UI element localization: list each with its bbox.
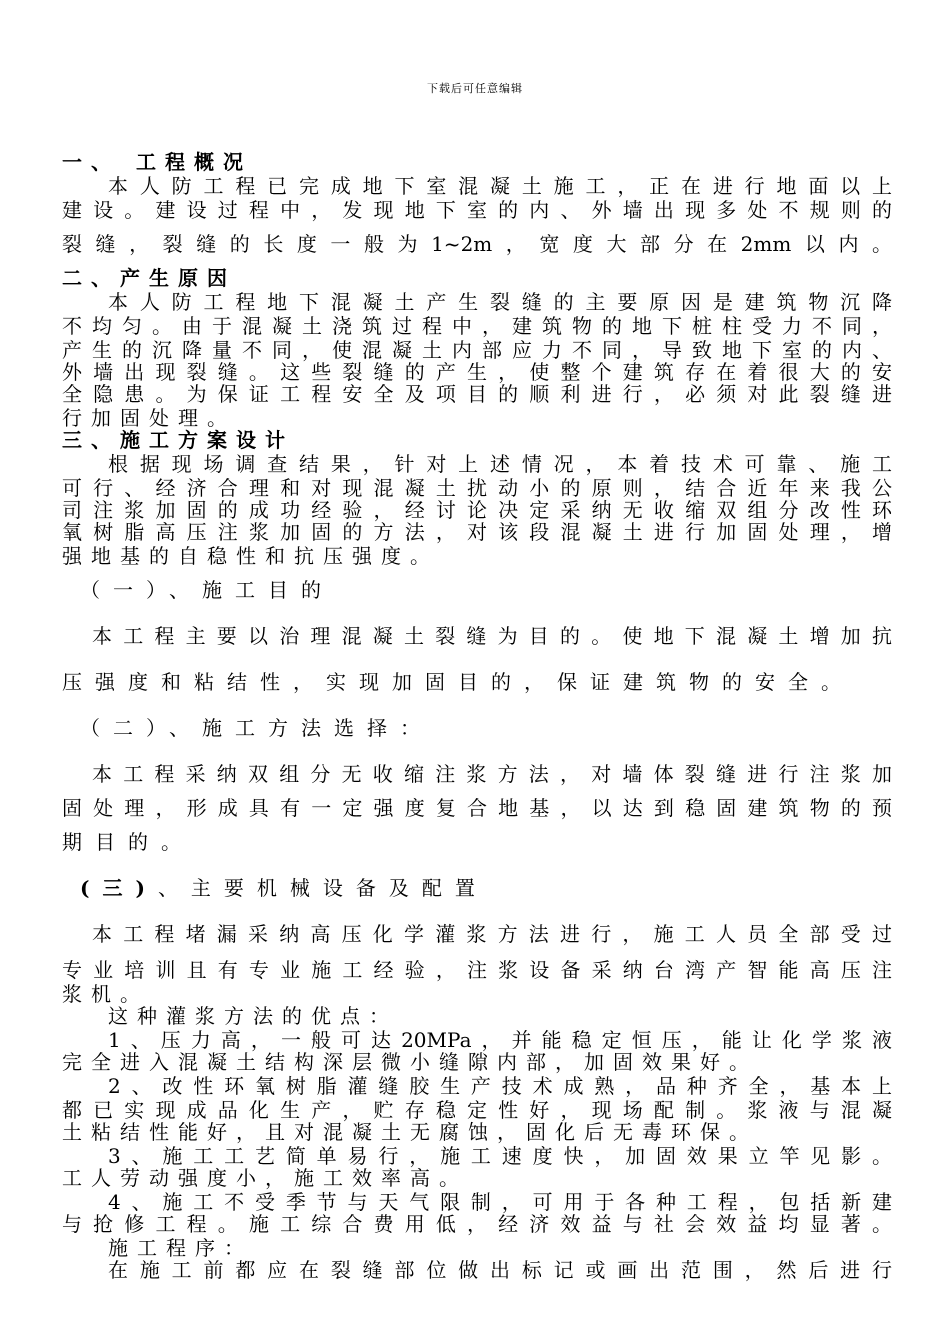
page-header: 下载后可任意编辑: [427, 82, 523, 95]
sub1-heading: （一）、施工目的: [80, 578, 334, 602]
sub3-line: 专业培训且有专业施工经验，注浆设备采纳台湾产智能高压注: [62, 958, 892, 982]
advantage-line: 工人劳动强度小，施工效率高。: [62, 1166, 468, 1190]
section2-heading: 二、产生原因: [62, 266, 236, 290]
procedure-line: 在施工前都应在裂缝部位做出标记或画出范围，然后进行: [108, 1258, 892, 1282]
advantage-line: 4、施工不受季节与天气限制，可用于各种工程，包括新建: [108, 1190, 892, 1214]
sub2-heading: （二）、施工方法选择：: [80, 716, 433, 740]
section3-line: 可行、经济合理和对现混凝土扰动小的原则，结合近年来我公: [62, 476, 892, 500]
sub2-line: 固处理，形成具有一定强度复合地基，以达到稳固建筑物的预: [62, 796, 892, 820]
section3-line: 根据现场调查结果，针对上述情况，本着技术可靠、施工: [108, 452, 892, 476]
section1-heading: 一、 工程概况: [62, 150, 252, 174]
advantage-line: 都已实现成品化生产，贮存稳定性好，现场配制。浆液与混凝: [62, 1098, 892, 1122]
sub2-line: 期目的。: [62, 830, 194, 854]
section3-heading: 三、施工方案设计: [62, 428, 294, 452]
sub2-line: 本工程采纳双组分无收缩注浆方法，对墙体裂缝进行注浆加: [92, 762, 892, 786]
section2-line: 产生的沉降量不同，使混凝土内部应力不同，导致地下室的内、: [62, 338, 892, 362]
section1-line: 裂缝，裂缝的长度一般为1~2m，宽度大部分在2mm以内。: [62, 232, 892, 256]
section2-line: 行加固处理。: [62, 406, 236, 430]
section2-line: 全隐患。为保证工程安全及项目的顺利进行，必须对此裂缝进: [62, 382, 892, 406]
section2-line: 本人防工程地下混凝土产生裂缝的主要原因是建筑物沉降: [108, 290, 892, 314]
procedure-heading: 施工程序：: [108, 1236, 253, 1260]
section1-line: 本人防工程已完成地下室混凝土施工，正在进行地面以上: [108, 174, 892, 198]
advantages-intro: 这种灌浆方法的优点：: [108, 1004, 398, 1028]
advantage-line: 完全进入混凝土结构深层微小缝隙内部，加固效果好。: [62, 1050, 758, 1074]
section3-line: 强地基的自稳性和抗压强度。: [62, 544, 439, 568]
advantage-line: 土粘结性能好，且对混凝土无腐蚀，固化后无毒环保。: [62, 1120, 758, 1144]
section3-line: 司注浆加固的成功经验，经讨论决定采纳无收缩双组分改性环: [62, 498, 892, 522]
section2-line: 外墙出现裂缝。这些裂缝的产生，使整个建筑存在着很大的安: [62, 360, 892, 384]
sub1-line: 本工程主要以治理混凝土裂缝为目的。使地下混凝土增加抗: [92, 624, 892, 648]
sub3-heading: [80, 876, 910, 900]
sub3-heading-number: (三): [80, 876, 158, 900]
section3-line: 氧树脂高压注浆加固的方法，对该段混凝土进行加固处理，增: [62, 520, 892, 544]
advantage-line: 3、施工工艺简单易行，施工速度快，加固效果立竿见影。: [108, 1144, 892, 1168]
sub3-heading-text: 、主要机械设备及配置: [157, 876, 488, 900]
sub3-line: 本工程堵漏采纳高压化学灌浆方法进行，施工人员全部受过: [92, 922, 892, 946]
section1-line: 建设。建设过程中，发现地下室的内、外墙出现多处不规则的: [62, 198, 892, 222]
sub1-line: 压强度和粘结性，实现加固目的，保证建筑物的安全。: [62, 670, 854, 694]
sub3-line: 浆机。: [62, 982, 149, 1006]
advantage-line: 1、压力高，一般可达20MPa，并能稳定恒压，能让化学浆液: [108, 1028, 892, 1052]
section2-line: 不均匀。由于混凝土浇筑过程中，建筑物的地下桩柱受力不同，: [62, 314, 892, 338]
advantage-line: 与抢修工程。施工综合费用低，经济效益与社会效益均显著。: [62, 1212, 892, 1236]
advantage-line: 2、改性环氧树脂灌缝胶生产技术成熟，品种齐全，基本上: [108, 1074, 892, 1098]
